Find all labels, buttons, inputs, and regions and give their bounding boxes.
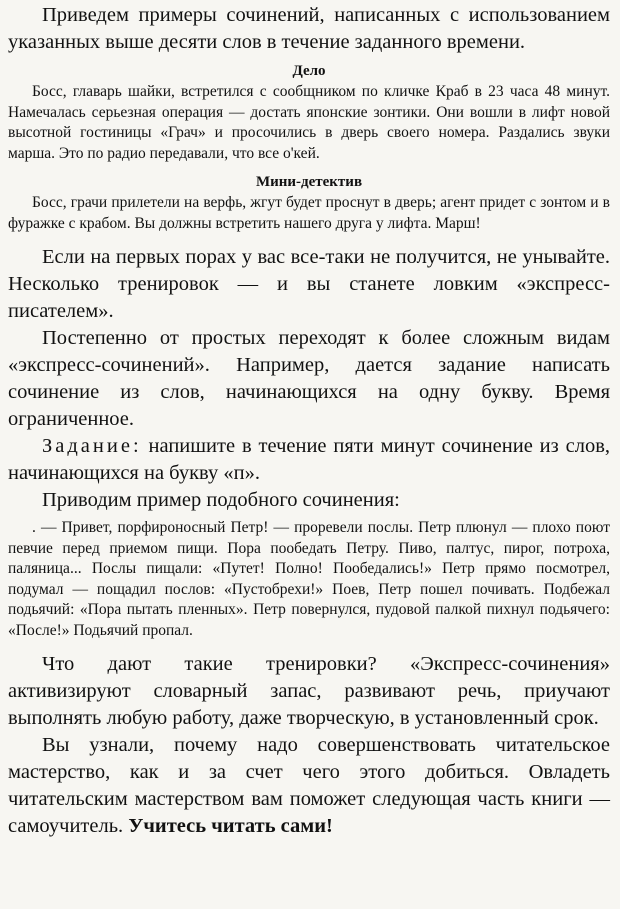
- task-paragraph: [8, 433, 610, 487]
- task-label: Задание:: [42, 435, 142, 457]
- paragraph-training-benefits: Что дают такие тренировки? «Экспресс-сочинения» активизируют словарный запас, развивают речь, приучают выполнять любую работу, даже творческую, в установленный срок.: [8, 653, 610, 729]
- story2-text: Босс, грачи прилетели на верфь, жгут будет проснут в дверь; агент придет с зонтом и в фуражке с крабом. Вы должны встретить нашего друга у лифта. Марш!: [8, 194, 610, 232]
- page: [0, 2, 620, 909]
- story1-title: Дело: [292, 63, 326, 79]
- paragraph-not-discouraged: Если на первых порах у вас все-таки не получится, не унывайте. Несколько тренировок — и вы станете ловким «экспресс-писателем».: [8, 246, 610, 322]
- story1-text: Босс, главарь шайки, встретился с сообщником по кличке Краб в 23 часа 48 минут. Намечалась серьезная операция — достать японские зонтики. Они вошли в лифт новой высотной гостиницы «Грач» и просочились в дверь своего номера. Раздались звуки марша. Это по радио передавали, что все о'кей.: [8, 83, 610, 162]
- closing-phrase: Учитесь читать сами!: [128, 815, 333, 837]
- task-text: напишите в течение пяти минут сочинение из слов, начинающихся на букву «п».: [8, 435, 611, 484]
- paragraph-complex-tasks: Постепенно от простых переходят к более сложным видам «экспресс-сочинений». Например, дается задание написать сочинение из слов, начинающихся на одну букву. Время ограниченное.: [8, 327, 610, 430]
- example-text: . — Привет, порфироносный Петр! — проревели послы. Петр плюнул — плохо поют певчие перед приемом пищи. Пора пообедать Петру. Пиво, палтус, пирог, потроха, паляница... Послы пищали: «Путет! Полно! Пообедались!» Петр прямо посмотрел, подумал — пощадил послов: «Пустобрехи!» Поев, Петр пошел почивать. Подбежал подьячий: «Пора пытать пленных». Петр повернулся, пудовой палкой пихнул подьячего: «После!» Подьячий пропал.: [8, 519, 610, 639]
- story2-title: Мини-детектив: [255, 174, 363, 190]
- paragraph-example-intro: Приводим пример подобного сочинения:: [42, 489, 400, 511]
- paragraph-conclusion: Вы узнали, почему надо совершенствовать читательское мастерство, как и за счет чего этого добиться. Овладеть читательским мастерством вам поможет следующая часть книги — самоучитель. Учитесь читать сами!: [8, 734, 610, 837]
- intro-paragraph: Приведем примеры сочинений, написанных с использованием указанных выше десяти слов в течение заданного времени.: [8, 4, 610, 53]
